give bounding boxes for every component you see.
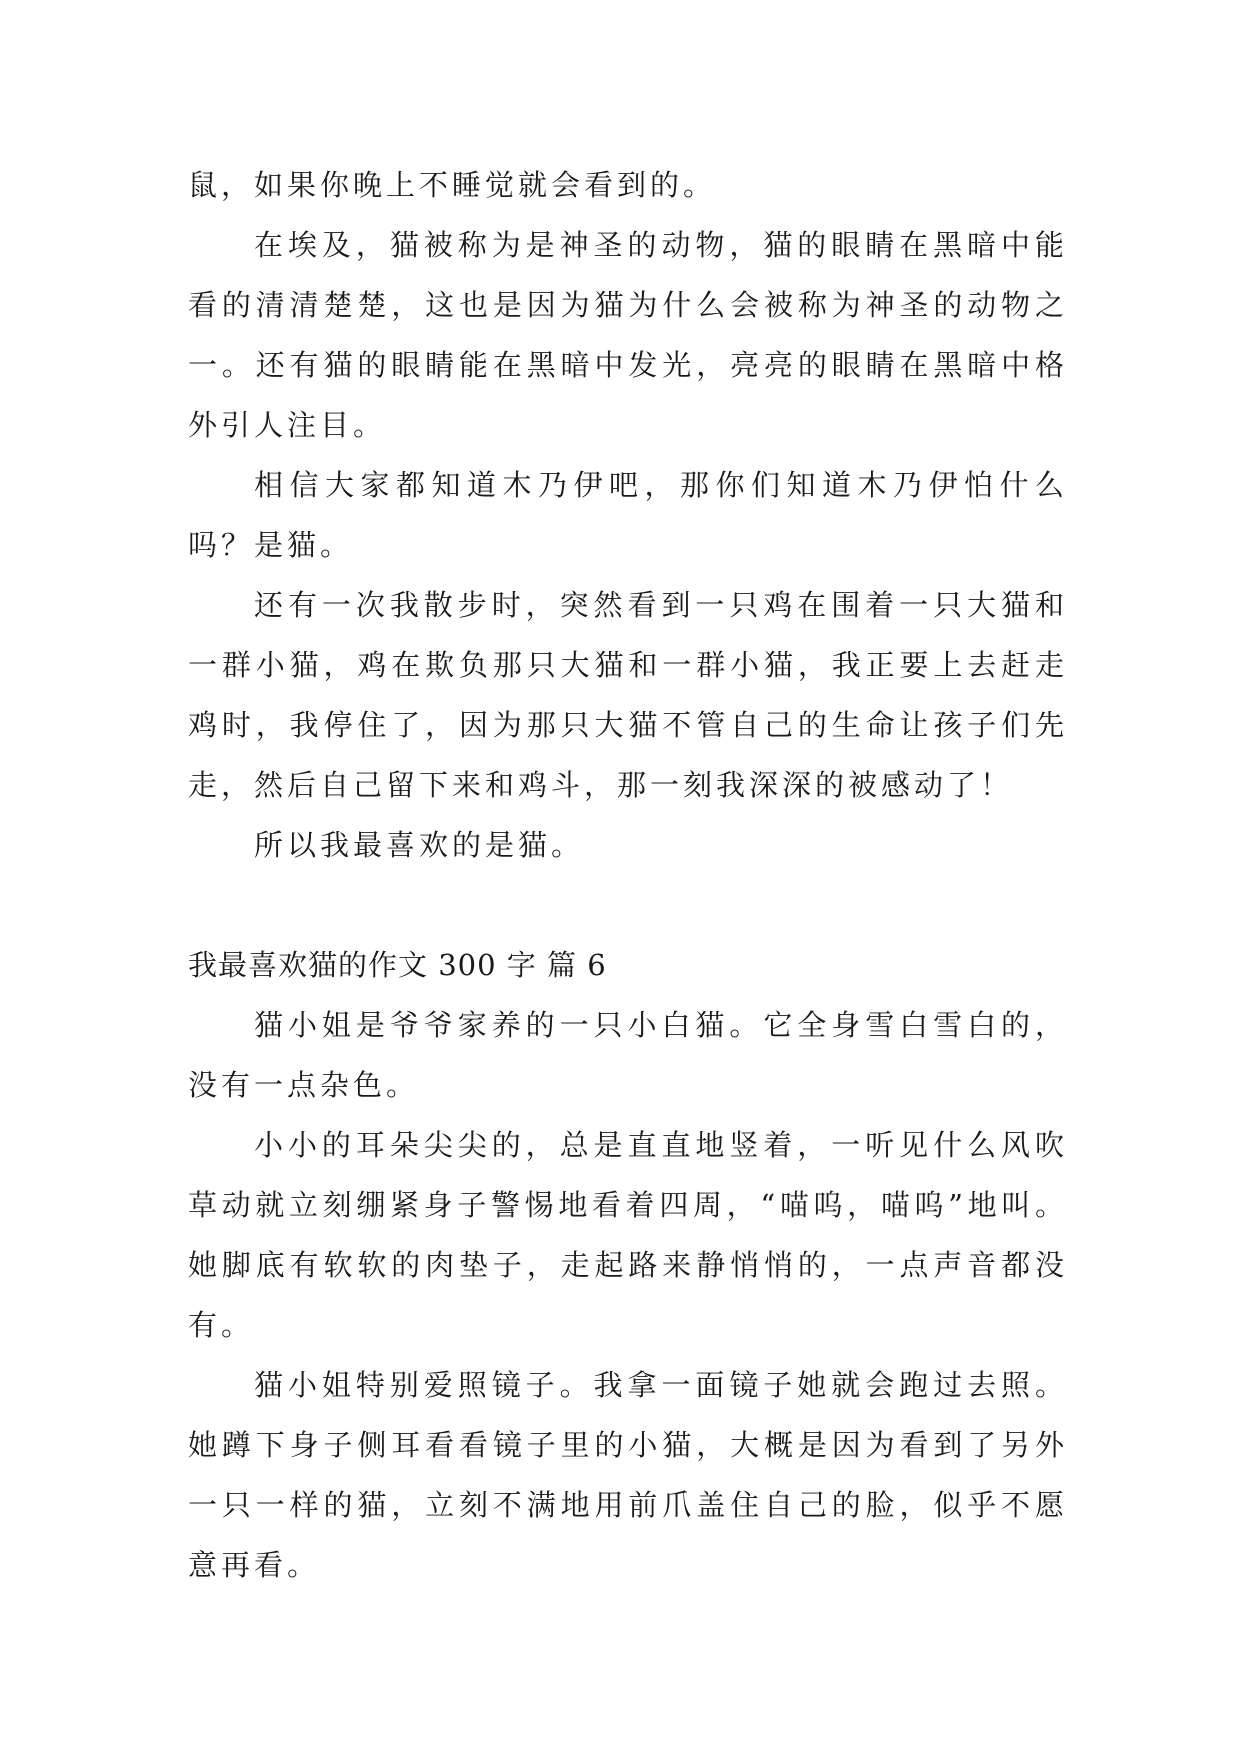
paragraph: 所以我最喜欢的是猫。 — [254, 828, 585, 862]
paragraph: 还有一次我散步时，突然看到一只鸡在围着一只大猫和一群小猫，鸡在欺负那只大猫和一群小猫，我正要上去赶走鸡时，我停住了，因为那只大猫不管自己的生命让孩子们先走，然后自己留下来和鸡斗，那一刻我深深的被感动了！ — [188, 588, 1068, 802]
paragraph: 小小的耳朵尖尖的，总是直直地竖着，一听见什么风吹草动就立刻绷紧身子警惕地看着四周，“喵呜，喵呜”地叫。她脚底有软软的肉垫子，走起路来静悄悄的，一点声音都没有。 — [188, 1128, 1068, 1342]
essay-6 — [188, 995, 1068, 1595]
document-page — [188, 155, 1068, 1595]
paragraph: 在埃及，猫被称为是神圣的动物，猫的眼睛在黑暗中能看的清清楚楚，这也是因为猫为什么会被称为神圣的动物之一。还有猫的眼睛能在黑暗中发光，亮亮的眼睛在黑暗中格外引人注目。 — [188, 228, 1068, 442]
paragraph: 猫小姐是爷爷家养的一只小白猫。它全身雪白雪白的，没有一点杂色。 — [188, 1008, 1068, 1102]
paragraph: 相信大家都知道木乃伊吧，那你们知道木乃伊怕什么吗？是猫。 — [188, 468, 1068, 562]
paragraph: 鼠，如果你晚上不睡觉就会看到的。 — [188, 168, 717, 202]
section-heading: 我最喜欢猫的作文 300 字 篇 6 — [188, 948, 607, 982]
essay-5-continuation — [188, 155, 1068, 875]
paragraph: 猫小姐特别爱照镜子。我拿一面镜子她就会跑过去照。她蹲下身子侧耳看看镜子里的小猫，大概是因为看到了另外一只一样的猫，立刻不满地用前爪盖住自己的脸，似乎不愿意再看。 — [188, 1368, 1068, 1582]
